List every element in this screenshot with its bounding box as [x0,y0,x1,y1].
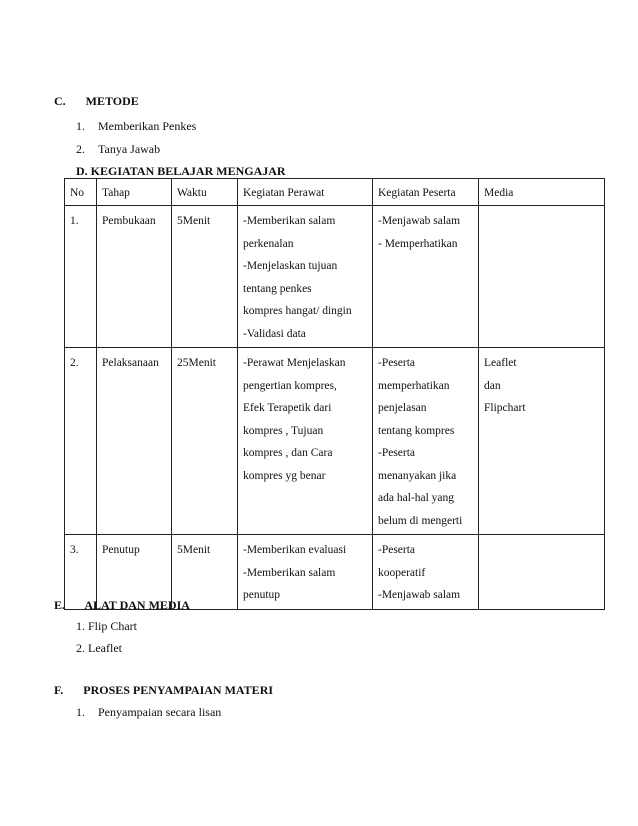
section-e-heading [54,598,190,613]
cell-kegiatan-peserta-line: kooperatif [378,566,426,579]
cell-no-value: 3. [70,544,79,556]
cell-waktu-value: 5Menit [177,215,211,227]
proses-item-1: 1. Penyampaian secara lisan [76,705,222,719]
section-c-title: METODE [85,94,139,108]
cell-kegiatan-peserta-line: -Peserta [378,544,416,556]
table-row [65,348,605,535]
cell-kegiatan-perawat-line: kompres yg benar [243,469,326,482]
cell-waktu [172,348,238,535]
cell-kegiatan-peserta-line: ada hal-hal yang [378,492,454,504]
alat-item-2: 2. Leaflet [76,641,122,655]
header-waktu: Waktu [172,179,238,206]
cell-kegiatan-peserta-line: -Menjawab salam [378,215,461,227]
cell-kegiatan-perawat [238,535,373,610]
cell-no [65,206,97,348]
cell-kegiatan-perawat-line: -Validasi data [243,327,306,340]
header-kegiatan-peserta: Kegiatan Peserta [373,179,479,206]
cell-media-line: Flipchart [484,402,526,414]
cell-kegiatan-perawat-line: perkenalan [243,237,294,250]
cell-kegiatan-peserta [373,535,479,610]
cell-media [479,535,605,610]
section-c-letter: C. [54,94,66,108]
cell-kegiatan-perawat-line: kompres , Tujuan [243,424,324,437]
cell-tahap-value: Pembukaan [102,215,156,227]
cell-kegiatan-peserta-line: -Peserta [378,357,416,369]
section-e-title: ALAT DAN MEDIA [84,598,190,612]
cell-kegiatan-perawat-line: -Menjelaskan tujuan [243,260,338,272]
cell-tahap-value: Pelaksanaan [102,357,159,369]
cell-kegiatan-peserta-line: belum di mengerti [378,514,463,527]
cell-no-value: 2. [70,357,79,369]
cell-kegiatan-peserta-line: penjelasan [378,402,427,414]
cell-kegiatan-perawat-line: pengertian kompres, [243,379,337,392]
cell-kegiatan-peserta-line: - Memperhatikan [378,237,458,250]
cell-kegiatan-perawat-line: -Memberikan salam [243,566,336,579]
cell-tahap [97,206,172,348]
cell-media-line: Leaflet [484,357,517,369]
kegiatan-table [64,178,605,610]
cell-waktu-value: 5Menit [177,544,211,556]
metode-item-2: 2. Tanya Jawab [76,142,161,156]
cell-kegiatan-perawat-line: tentang penkes [243,282,312,295]
cell-kegiatan-perawat-line: kompres , dan Cara [243,447,333,459]
cell-kegiatan-perawat [238,348,373,535]
section-f-title: PROSES PENYAMPAIAN MATERI [83,683,274,697]
cell-kegiatan-peserta [373,348,479,535]
section-c-heading [54,94,139,109]
cell-kegiatan-perawat [238,206,373,348]
cell-kegiatan-peserta-line: -Menjawab salam [378,589,461,601]
cell-kegiatan-peserta-line: -Peserta [378,447,416,459]
cell-kegiatan-perawat-line: -Memberikan evaluasi [243,544,347,556]
section-d-title: D. KEGIATAN BELAJAR MENGAJAR [76,164,286,178]
cell-kegiatan-perawat-line: penutup [243,589,281,601]
cell-kegiatan-peserta-line: menanyakan jika [378,469,457,482]
cell-no [65,348,97,535]
section-f-heading [54,683,273,698]
header-tahap: Tahap [97,179,172,206]
cell-kegiatan-perawat-line: kompres hangat/ dingin [243,305,352,317]
alat-item-1: 1. Flip Chart [76,619,138,633]
cell-kegiatan-perawat-line: -Perawat Menjelaskan [243,357,346,369]
section-f-letter: F. [54,683,64,697]
cell-media-line: dan [484,379,501,392]
cell-media [479,206,605,348]
cell-tahap-value: Penutup [102,544,140,556]
header-kegiatan-perawat: Kegiatan Perawat [238,179,373,206]
cell-no-value: 1. [70,215,79,227]
cell-kegiatan-peserta [373,206,479,348]
section-e-letter: E. [54,598,66,612]
cell-kegiatan-peserta-line: memperhatikan [378,379,450,392]
table-header-row [65,179,605,206]
cell-tahap [97,348,172,535]
header-media: Media [479,179,605,206]
cell-waktu [172,206,238,348]
cell-waktu-value: 25Menit [177,357,216,369]
table-row [65,206,605,348]
cell-kegiatan-peserta-line: tentang kompres [378,424,455,437]
header-no: No [65,179,97,206]
metode-item-1: 1. Memberikan Penkes [76,119,197,133]
cell-kegiatan-perawat-line: Efek Terapetik dari [243,402,332,414]
cell-kegiatan-perawat-line: -Memberikan salam [243,215,336,227]
cell-media [479,348,605,535]
